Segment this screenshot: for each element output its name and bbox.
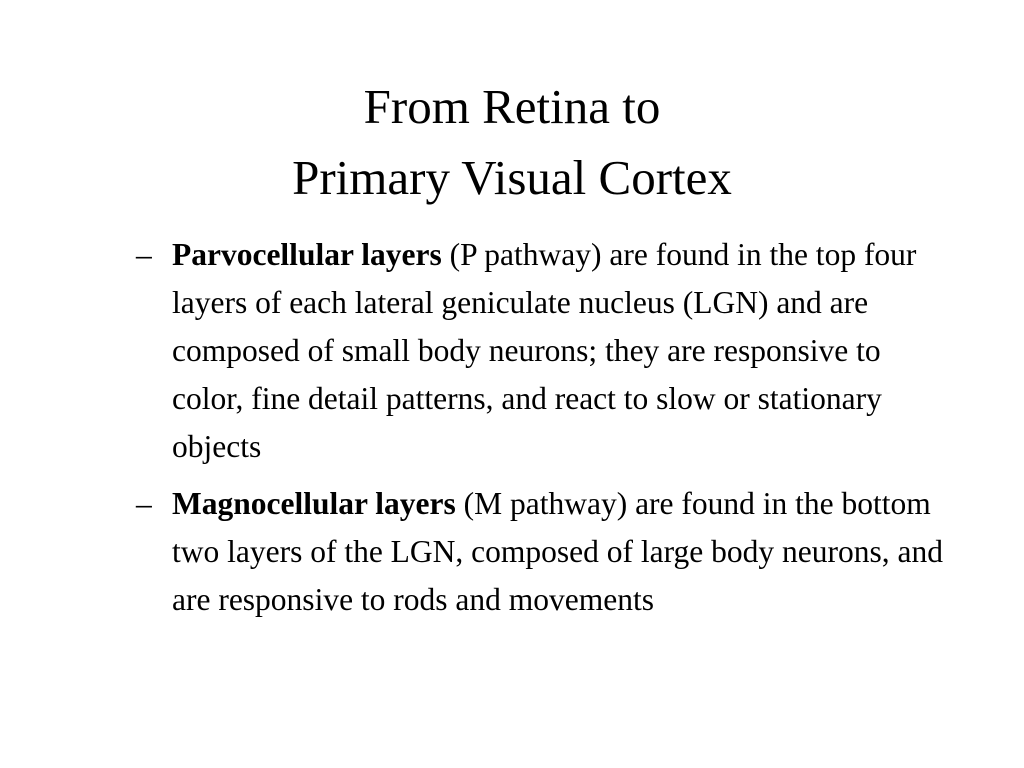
bullet-term: Parvocellular layers [172,237,442,272]
bullet-list [136,231,956,633]
bullet-parvocellular [136,231,956,471]
bullet-term: Magnocellular layers [172,486,456,521]
bullet-dash: – [136,486,152,521]
title-line-1: From Retina to [363,79,661,134]
bullet-magnocellular [136,480,956,624]
title-line-2: Primary Visual Cortex [292,150,732,205]
bullet-text: (M pathway) are found in the bottom two layers of the LGN, composed of large body neurons, and are responsive to rods and movements [172,486,943,617]
slide-title [0,71,1024,213]
bullet-text: (P pathway) are found in the top four layers of each lateral geniculate nucleus (LGN) and are composed of small body neurons; they are responsive to color, fine detail patterns, and react to slow or stationary objects [172,237,917,464]
bullet-dash: – [136,237,152,272]
